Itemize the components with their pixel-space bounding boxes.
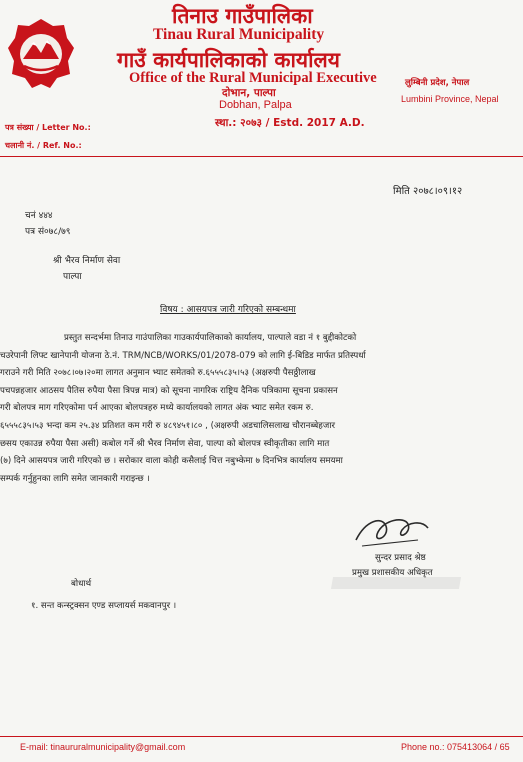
footer-divider <box>0 736 523 737</box>
location-en: Dobhan, Palpa <box>219 99 292 111</box>
bodhartha-label: बोधार्थ <box>71 579 92 589</box>
signatory-title: प्रमुख प्रशासकीय अधिकृत <box>352 568 433 578</box>
recipient-name: श्री भैरव निर्माण सेवा <box>53 256 121 266</box>
body-line: प्रस्तुत सन्दर्भमा तिनाउ गाउंपालिका गाउकार्यपालिकाको कार्यालय, पाल्पाले वडा नं १ बुद्दीकोटको <box>64 333 357 343</box>
province-np: लुम्बिनी प्रदेश, नेपाल <box>405 78 470 88</box>
province-en: Lumbini Province, Nepal <box>401 94 499 104</box>
header-divider <box>0 156 523 157</box>
signature-scribble <box>352 510 432 550</box>
established-year: स्था.: २०७३ / Estd. 2017 A.D. <box>215 117 365 129</box>
cc-recipient: १. सन्त कन्स्ट्रक्सन एण्ड सप्लायर्स मकवानपुर । <box>31 601 177 611</box>
body-line: गराउने गरी मिति २०७८।०७।२०मा लागत अनुमान भ्याट समेतको रु.६५५५८३५।५३ (अक्षरुपी पैसठ्ठीलाख <box>0 368 316 379</box>
body-line: (७) दिने आसयपत्र जारी गरिएको छ । सरोकार वाला कोही कसैलाई चित्त नबुभ्केमा ७ दिनभित्र कार्यालय समयमा <box>0 456 343 467</box>
body-line: सम्पर्क गर्नुहुनका लागि समेत जानकारी गराइन्छ । <box>0 473 150 484</box>
body-line: चउरेपानी लिफ्ट खानेपानी योजना ठे.नं. TRM/NCB/WORKS/01/2078-079 को लागि ई-बिडिड मार्फत प्रतिस्पर्धा <box>0 350 366 361</box>
patra-sankhya: पत्र सं०७८/७९ <box>25 227 71 237</box>
body-line: पचपन्नहजार आठसय पैतिस रुपैया पैसा त्रिपन्न मात्र) को सूचना नागरिक राष्ट्रिय दैनिक पत्रिकामा सूचना प्रकासन <box>0 385 338 396</box>
municipality-name-np: तिनाउ गाउँपालिका <box>172 4 313 28</box>
footer-email: E-mail: tinaururalmunicipality@gmail.com <box>20 742 186 752</box>
body-line: गरी बोलपत्र माग गरिएकोमा पर्न आएका बोलपत्रहरु मध्ये कार्यालयको लागत अंक भ्याट समेत रकम रु. <box>0 403 314 414</box>
recipient-place: पाल्पा <box>63 272 82 282</box>
chalan-number: चनं ४४४ <box>25 211 53 221</box>
letter-no-label: पत्र संख्या / Letter No.: <box>5 123 91 132</box>
location-np: दोभान, पाल्पा <box>222 87 276 99</box>
municipality-name-en: Tinau Rural Municipality <box>153 26 325 43</box>
body-line: ६५५५८३५।५३ भन्दा कम २५.३४ प्रतिशत कम गरी रु ४८९४५१।८० , (अक्षरुपी अडचालिसलाख चौरानब्बेहजार <box>0 420 335 431</box>
subject-line: विषय : आसयपत्र जारी गरिएको सम्बन्धमा <box>160 305 296 315</box>
office-name-en: Office of the Rural Municipal Executive <box>129 70 377 86</box>
letter-date: मिति २०७८।०९।१२ <box>393 186 463 197</box>
letter-body <box>0 330 503 488</box>
ref-no-label: चलानी नं. / Ref. No.: <box>5 141 82 150</box>
body-line: छसय एकाउन्न रुपैया पैसा असी) कबोल गर्ने श्री भैरव निर्माण सेवा, पाल्पा को बोलपत्र स्वीकृतीका लागि मात <box>0 438 330 449</box>
official-stamp-shadow <box>331 577 461 589</box>
office-name-np: गाउँ कार्यपालिकाको कार्यालय <box>117 48 340 72</box>
footer-phone: Phone no.: 075413064 / 65 <box>401 742 510 752</box>
nepal-emblem-icon <box>6 16 76 92</box>
signatory-name: सुन्दर प्रसाद श्रेष्ठ <box>375 553 426 563</box>
